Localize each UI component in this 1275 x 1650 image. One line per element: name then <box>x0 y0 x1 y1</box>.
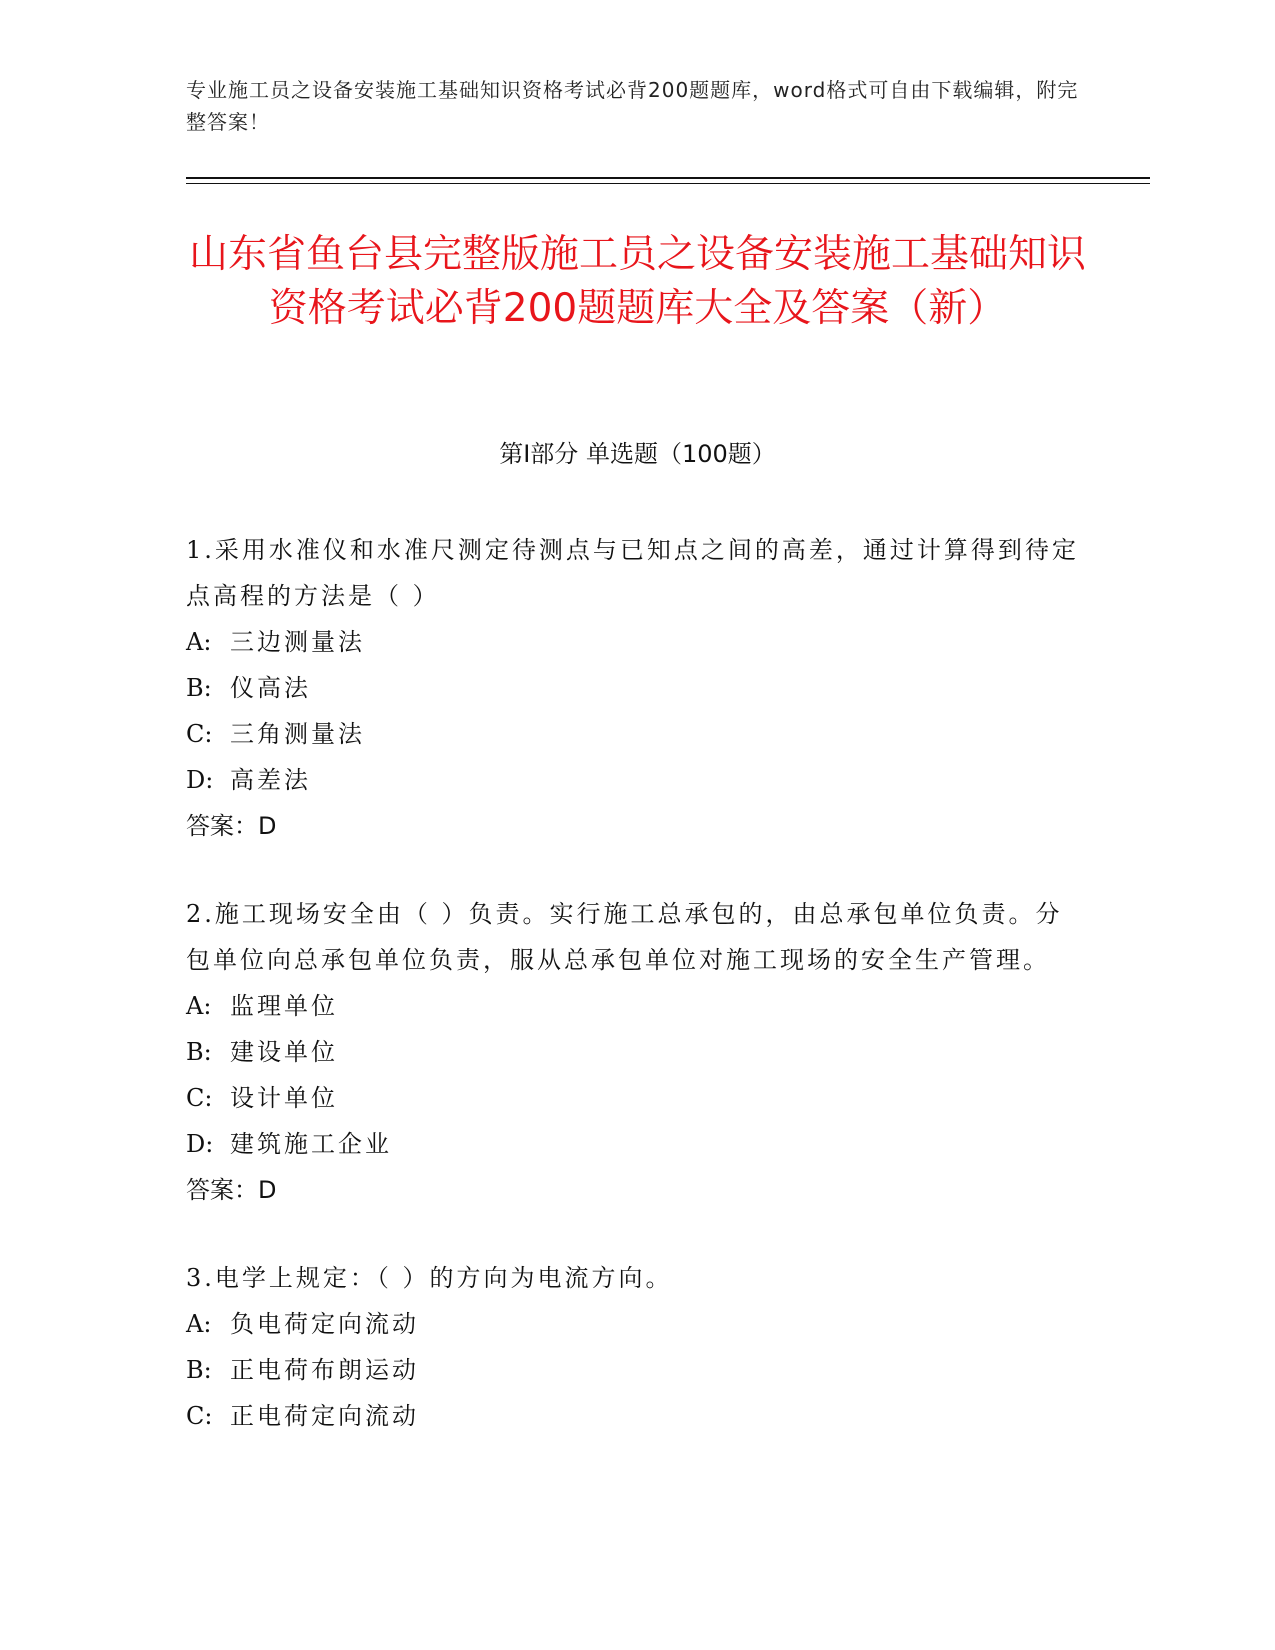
answer: 答案：D <box>186 812 277 840</box>
option-text: 建筑施工企业 <box>230 1130 392 1158</box>
option-label: C: <box>186 1084 213 1112</box>
option-text: 仪高法 <box>230 674 311 702</box>
option-label: A: <box>186 1310 212 1338</box>
option-text: 三边测量法 <box>230 628 365 656</box>
option-a <box>186 983 1086 1029</box>
answer: 答案：D <box>186 1176 277 1204</box>
question-list <box>186 527 1086 1481</box>
question-stem: 3.电学上规定：（ ）的方向为电流方向。 <box>186 1264 673 1292</box>
header-note: 专业施工员之设备安装施工基础知识资格考试必背200题题库，word格式可自由下载编辑，附完整答案！ <box>186 78 1079 134</box>
option-c <box>186 1075 1086 1121</box>
section-title: 第Ⅰ部分 单选题（100题） <box>499 440 776 468</box>
question-1 <box>186 527 1086 849</box>
option-label: A: <box>186 628 212 656</box>
option-c <box>186 1393 1086 1439</box>
question-3 <box>186 1255 1086 1439</box>
document-title: 山东省鱼台县完整版施工员之设备安装施工基础知识资格考试必背200题题库大全及答案（新） <box>188 232 1086 331</box>
question-stem: 1.采用水准仪和水准尺测定待测点与已知点之间的高差，通过计算得到待定点高程的方法是（ ） <box>186 536 1079 610</box>
option-label: B: <box>186 1356 212 1384</box>
option-text: 三角测量法 <box>230 720 365 748</box>
option-text: 监理单位 <box>230 992 338 1020</box>
option-text: 负电荷定向流动 <box>230 1310 419 1338</box>
option-text: 建设单位 <box>230 1038 338 1066</box>
option-label: A: <box>186 992 212 1020</box>
option-b <box>186 1347 1086 1393</box>
option-label: B: <box>186 1038 212 1066</box>
option-text: 正电荷布朗运动 <box>230 1356 419 1384</box>
option-text: 设计单位 <box>230 1084 338 1112</box>
option-b <box>186 665 1086 711</box>
option-a <box>186 619 1086 665</box>
option-label: D: <box>186 766 214 794</box>
option-label: C: <box>186 1402 213 1430</box>
option-d <box>186 757 1086 803</box>
option-d <box>186 1121 1086 1167</box>
option-text: 正电荷定向流动 <box>230 1402 419 1430</box>
option-label: B: <box>186 674 212 702</box>
option-c <box>186 711 1086 757</box>
question-2 <box>186 891 1086 1213</box>
option-label: D: <box>186 1130 214 1158</box>
question-stem: 2.施工现场安全由（ ）负责。实行施工总承包的，由总承包单位负责。分包单位向总承包单位负责，服从总承包单位对施工现场的安全生产管理。 <box>186 900 1063 974</box>
header-divider-thick <box>186 177 1150 179</box>
option-label: C: <box>186 720 213 748</box>
option-text: 高差法 <box>230 766 311 794</box>
option-b <box>186 1029 1086 1075</box>
header-divider-thin <box>186 183 1150 184</box>
option-a <box>186 1301 1086 1347</box>
